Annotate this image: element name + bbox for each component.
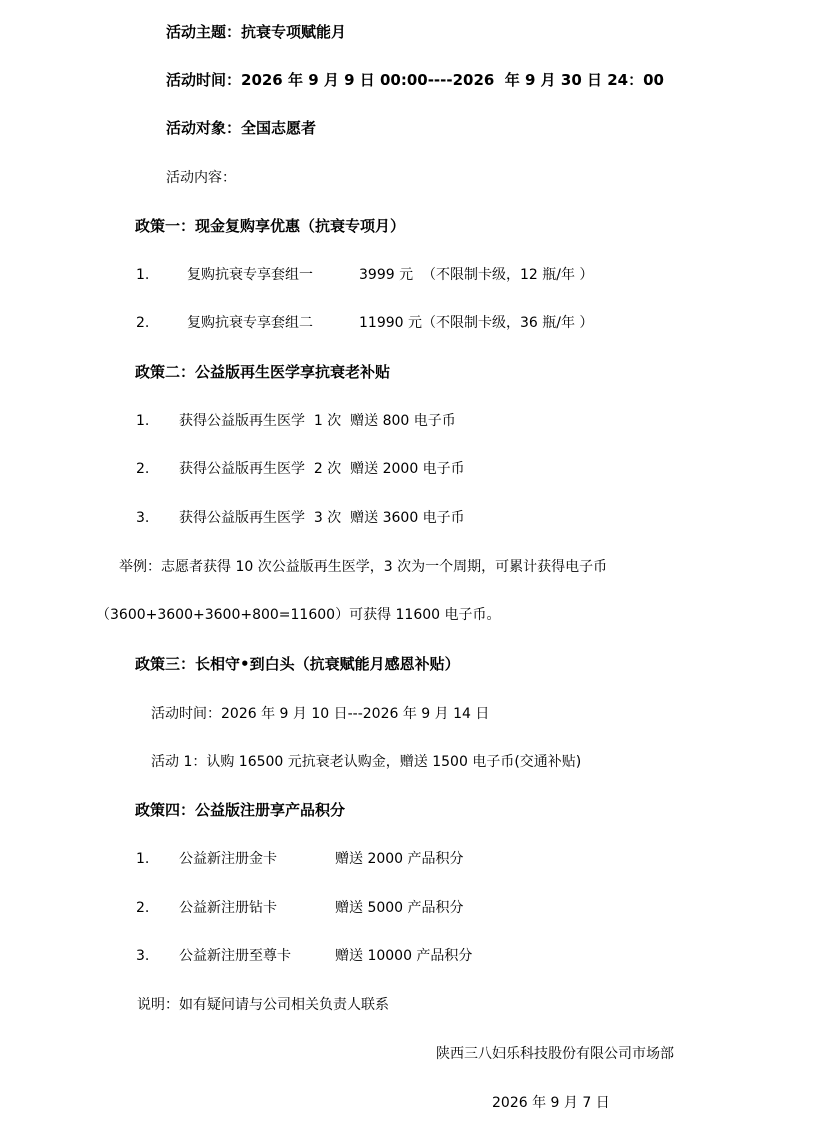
list-number: 2. [136,461,150,477]
signature-company: 陕西三八妇乐科技股份有限公司市场部 [436,1046,674,1062]
list-item-reward: 赠送 5000 产品积分 [335,900,464,916]
contact-note: 说明：如有疑问请与公司相关负责人联系 [137,997,389,1013]
list-item-name: 复购抗衰专享套组一 [187,267,313,283]
list-item-name: 公益新注册钻卡 [179,900,277,916]
list-number: 1. [136,851,150,867]
list-number: 1. [136,267,150,283]
list-item-reward: 赠送 10000 产品积分 [335,948,473,964]
activity-content-label: 活动内容： [166,170,236,186]
list-item-name: 复购抗衰专享套组二 [187,315,313,331]
policy3-time: 活动时间：2026 年 9 月 10 日---2026 年 9 月 14 日 [151,706,490,722]
list-item-text: 获得公益版再生医学 1 次 赠送 800 电子币 [179,413,456,429]
list-number: 2. [136,315,150,331]
policy4-title: 政策四：公益版注册享产品积分 [135,801,346,819]
list-item-text: 获得公益版再生医学 2 次 赠送 2000 电子币 [179,461,465,477]
list-number: 2. [136,900,150,916]
list-item-reward: 赠送 2000 产品积分 [335,851,464,867]
list-item-text: 获得公益版再生医学 3 次 赠送 3600 电子币 [179,510,465,526]
example-line-1: 举例：志愿者获得 10 次公益版再生医学，3 次为一个周期，可累计获得电子币 [119,559,608,575]
list-item-detail: 3999 元 （不限制卡级，12 瓶/年 ） [359,267,594,283]
list-item-name: 公益新注册至尊卡 [179,948,291,964]
policy3-activity: 活动 1：认购 16500 元抗衰老认购金，赠送 1500 电子币(交通补贴) [151,754,582,770]
list-number: 3. [136,510,150,526]
example-line-2: （3600+3600+3600+800=11600）可获得 11600 电子币。 [96,607,501,623]
list-item-detail: 11990 元（不限制卡级，36 瓶/年 ） [359,315,594,331]
activity-theme: 活动主题：抗衰专项赋能月 [166,23,347,41]
policy2-title: 政策二：公益版再生医学享抗衰老补贴 [135,363,391,381]
list-number: 1. [136,413,150,429]
activity-audience: 活动对象：全国志愿者 [166,119,317,137]
policy1-title: 政策一：现金复购享优惠（抗衰专项月） [135,217,406,235]
activity-time: 活动时间：2026 年 9 月 9 日 00:00----2026 年 9 月 30 日 24：00 [166,71,664,89]
signature-date: 2026 年 9 月 7 日 [492,1095,610,1111]
policy3-title: 政策三：长相守•到白头（抗衰赋能月感恩补贴） [135,655,460,673]
list-number: 3. [136,948,150,964]
list-item-name: 公益新注册金卡 [179,851,277,867]
